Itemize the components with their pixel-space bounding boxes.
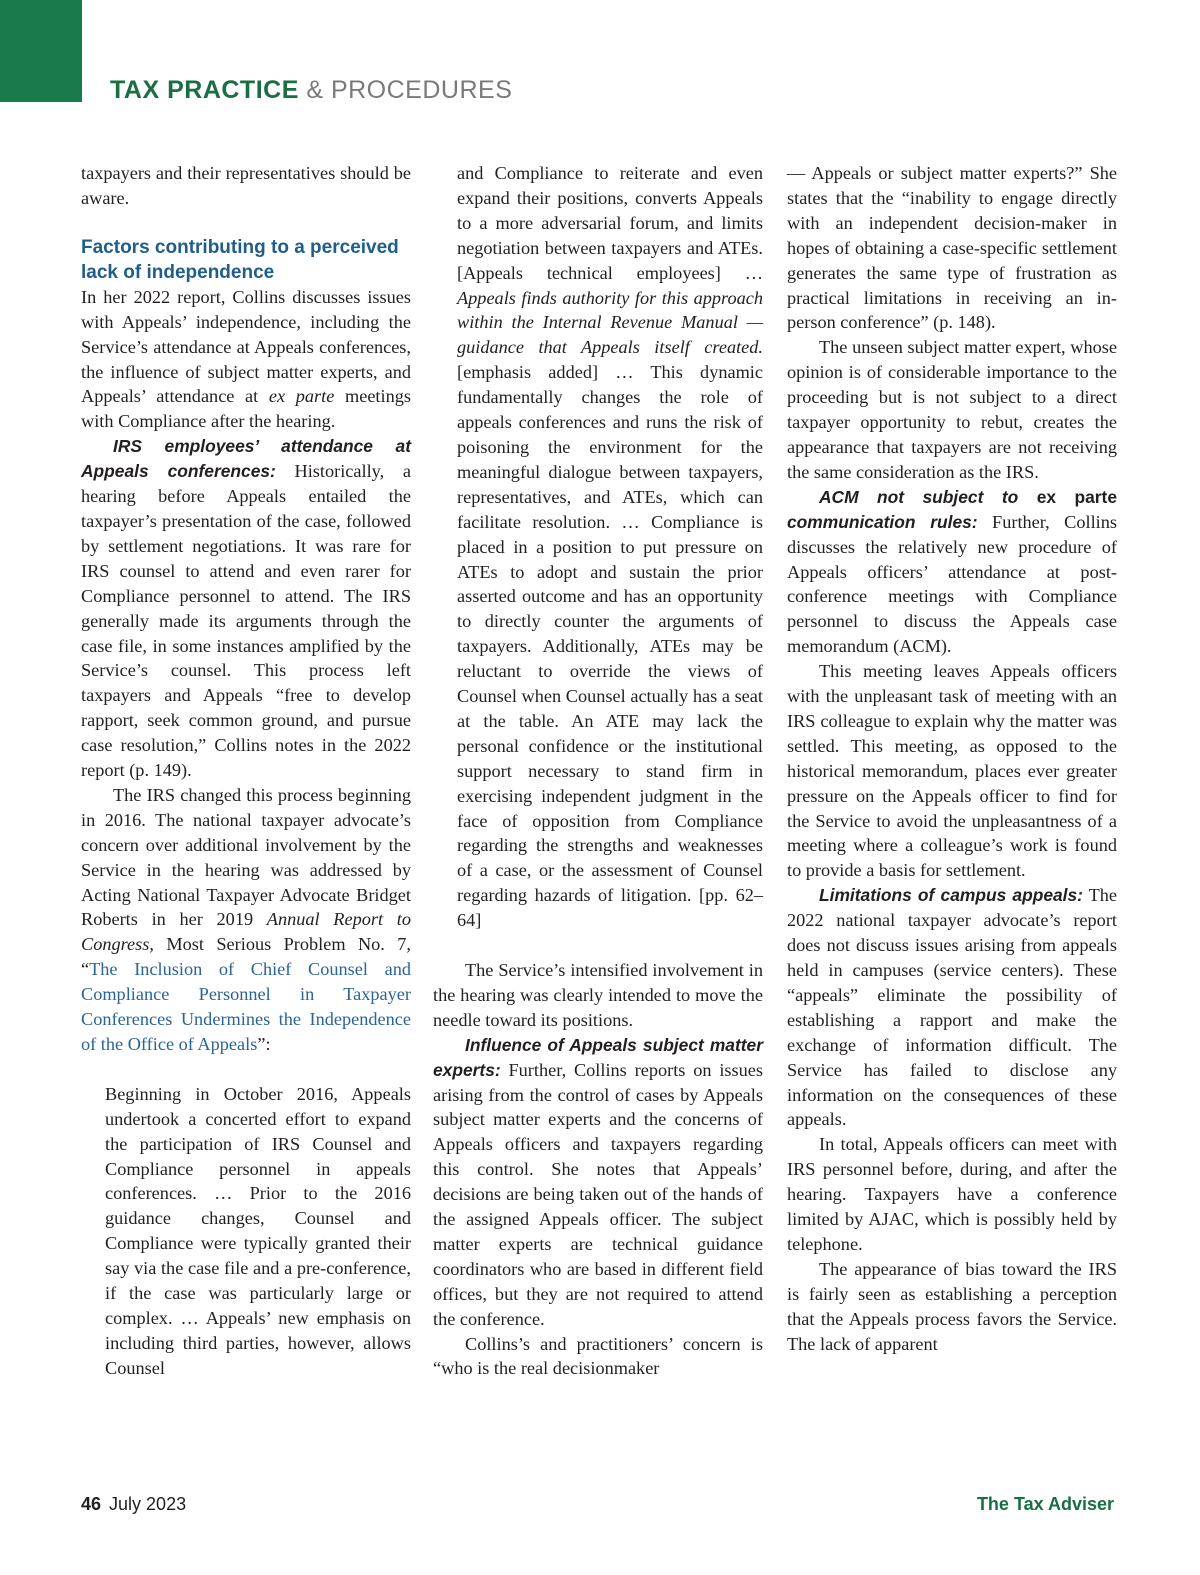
- paragraph: The unseen subject matter expert, whose opinion is of considerable importance to the proceeding but is not subject to a direct taxpayer opportunity to rebut, creates the appearance that taxpayers are not receiving the same consideration as the IRS.: [787, 337, 1117, 482]
- subheading: Factors contributing to a perceived lack of independence: [81, 236, 399, 283]
- paragraph: Collins’s and practitioners’ concern is “who is the real decisionmaker: [433, 1333, 763, 1379]
- paragraph: The IRS changed this process beginning in 2016. The national taxpayer advocate’s concern over additional involvement by the Service in the hearing was addressed by Acting National Taxpayer Advocate Bridget Roberts in her 2019 Annual Report to Congress, Most Serious Problem No. 7, “The Inclusion of Chief Counsel and Compliance Personnel in Taxpayer Conferences Undermines the Independence of the Office of Appeals”:: [81, 784, 411, 1054]
- run-in-heading: ACM not subject to ex parte communication rules:: [787, 486, 1117, 532]
- section-header: [110, 76, 512, 105]
- article-column-2: [433, 161, 763, 1381]
- paragraph: — Appeals or subject matter experts?” She states that the “inability to engage directly with an independent decision-maker in hopes of obtaining a case-specific settlement generates the same type of frustration as practical limitations in receiving an in-person conference” (p. 148).: [787, 163, 1117, 333]
- block-quote: Beginning in October 2016, Appeals undertook a concerted effort to expand the participation of IRS Counsel and Compliance personnel in appeals conferences. … Prior to the 2016 guidance changes, Counsel and Compliance were typically granted their say via the case file and a pre-conference, if the case was particularly large or complex. … Appeals’ new emphasis on including third parties, however, allows Counsel: [105, 1083, 411, 1378]
- block-quote-continued: and Compliance to reiterate and even expand their positions, converts Appeals to a more adversarial forum, and limits negotiation between taxpayers and ATEs. [Appeals technical employees] … Appeals finds authority for this approach within the Internal Revenue Manual — guidance that Appeals itself created. [emphasis added] … This dynamic fundamentally changes the role of appeals conferences and runs the risk of poisoning the environment for the meaningful dialogue between taxpayers, representatives, and ATEs, which can facilitate resolution. … Compliance is placed in a position to put pressure on ATEs to adopt and sustain the prior asserted outcome and has an opportunity to directly counter the arguments of taxpayers. Additionally, ATEs may be reluctant to override the views of Counsel when Counsel actually has a seat at the table. An ATE may lack the personal confidence or the institutional support necessary to stand firm in exercising independent judgment in the face of opposition from Compliance regarding the strengths and weaknesses of a case, or the assessment of Counsel regarding hazards of litigation. [pp. 62–64]: [457, 163, 763, 931]
- emphasis: ex parte: [268, 386, 335, 407]
- page-footer-left: [81, 1494, 186, 1515]
- paragraph: ACM not subject to ex parte communication rules: Further, Collins discusses the relatively new procedure of Appeals officers’ attendance at post-conference meetings with Compliance personnel to discuss the Appeals case memorandum (ACM).: [787, 486, 1117, 657]
- paragraph: Influence of Appeals subject matter experts: Further, Collins reports on issues arising from the control of cases by Appeals subject matter experts and the concerns of Appeals officers and taxpayers regarding this control. She notes that Appeals’ decisions are being taken out of the hands of the assigned Appeals officer. The subject matter experts are technical guidance coordinators who are based in different field offices, but they are not required to attend the conference.: [433, 1034, 763, 1329]
- section-color-tab: [0, 0, 82, 102]
- paragraph: The appearance of bias toward the IRS is fairly seen as establishing a perception that the Appeals process favors the Service. The lack of apparent: [787, 1258, 1117, 1354]
- paragraph: The Service’s intensified involvement in the hearing was clearly intended to move the needle toward its positions.: [433, 959, 763, 1030]
- section-title-secondary: & PROCEDURES: [306, 76, 513, 104]
- page-number: 46: [81, 1494, 102, 1514]
- publication-name: The Tax Adviser: [976, 1494, 1114, 1514]
- run-in-heading: Limitations of campus appeals:: [819, 885, 1083, 906]
- paragraph: IRS employees’ attendance at Appeals conferences: Historically, a hearing before Appeals entailed the taxpayer’s presentation of the case, followed by settlement negotiations. It was rare for IRS counsel to attend and even rarer for Compliance personnel to attend. The IRS generally made its arguments through the case file, in some instances amplified by the Service’s counsel. This process left taxpayers and Appeals “free to develop rapport, seek common ground, and pursue case resolution,” Collins notes in the 2022 report (p. 149).: [81, 436, 411, 781]
- emphasis: Appeals finds authority for this approach within the Internal Revenue Manual — guidance that Appeals itself created.: [457, 287, 763, 358]
- run-in-heading: Influence of Appeals subject matter experts:: [433, 1034, 763, 1080]
- section-title-primary: TAX PRACTICE: [110, 76, 299, 104]
- emphasis: Annual Report to Congress: [81, 909, 411, 955]
- article-column-1: [81, 161, 411, 1381]
- paragraph: In her 2022 report, Collins discusses issues with Appeals’ independence, including the Service’s attendance at Appeals conferences, the influence of subject matter experts, and Appeals’ attendance at ex parte meetings with Compliance after the hearing.: [81, 286, 411, 432]
- article-column-3: [787, 161, 1117, 1357]
- issue-date: July 2023: [109, 1494, 187, 1514]
- paragraph: taxpayers and their representatives should be aware.: [81, 163, 411, 208]
- report-link[interactable]: The Inclusion of Chief Counsel and Compliance Personnel in Taxpayer Conferences Undermines the Independence of the Office of Appeals: [81, 959, 411, 1054]
- paragraph: This meeting leaves Appeals officers with the unpleasant task of meeting with an IRS colleague to explain why the matter was settled. This meeting, as opposed to the historical memorandum, places ever greater pressure on the Appeals officer to find for the Service to avoid the unpleasantness of a meeting where a colleague’s work is found to provide a basis for settlement.: [787, 661, 1117, 881]
- run-in-heading: IRS employees’ attendance at Appeals conferences:: [81, 436, 411, 482]
- paragraph: In total, Appeals officers can meet with IRS personnel before, during, and after the hearing. Taxpayers have a conference limited by AJAC, which is possibly held by telephone.: [787, 1134, 1117, 1254]
- paragraph: Limitations of campus appeals: The 2022 national taxpayer advocate’s report does not discuss issues arising from appeals held in campuses (service centers). These “appeals” eliminate the possibility of establishing a rapport and make the exchange of information difficult. The Service has failed to disclose any information on the consequences of these appeals.: [787, 885, 1117, 1130]
